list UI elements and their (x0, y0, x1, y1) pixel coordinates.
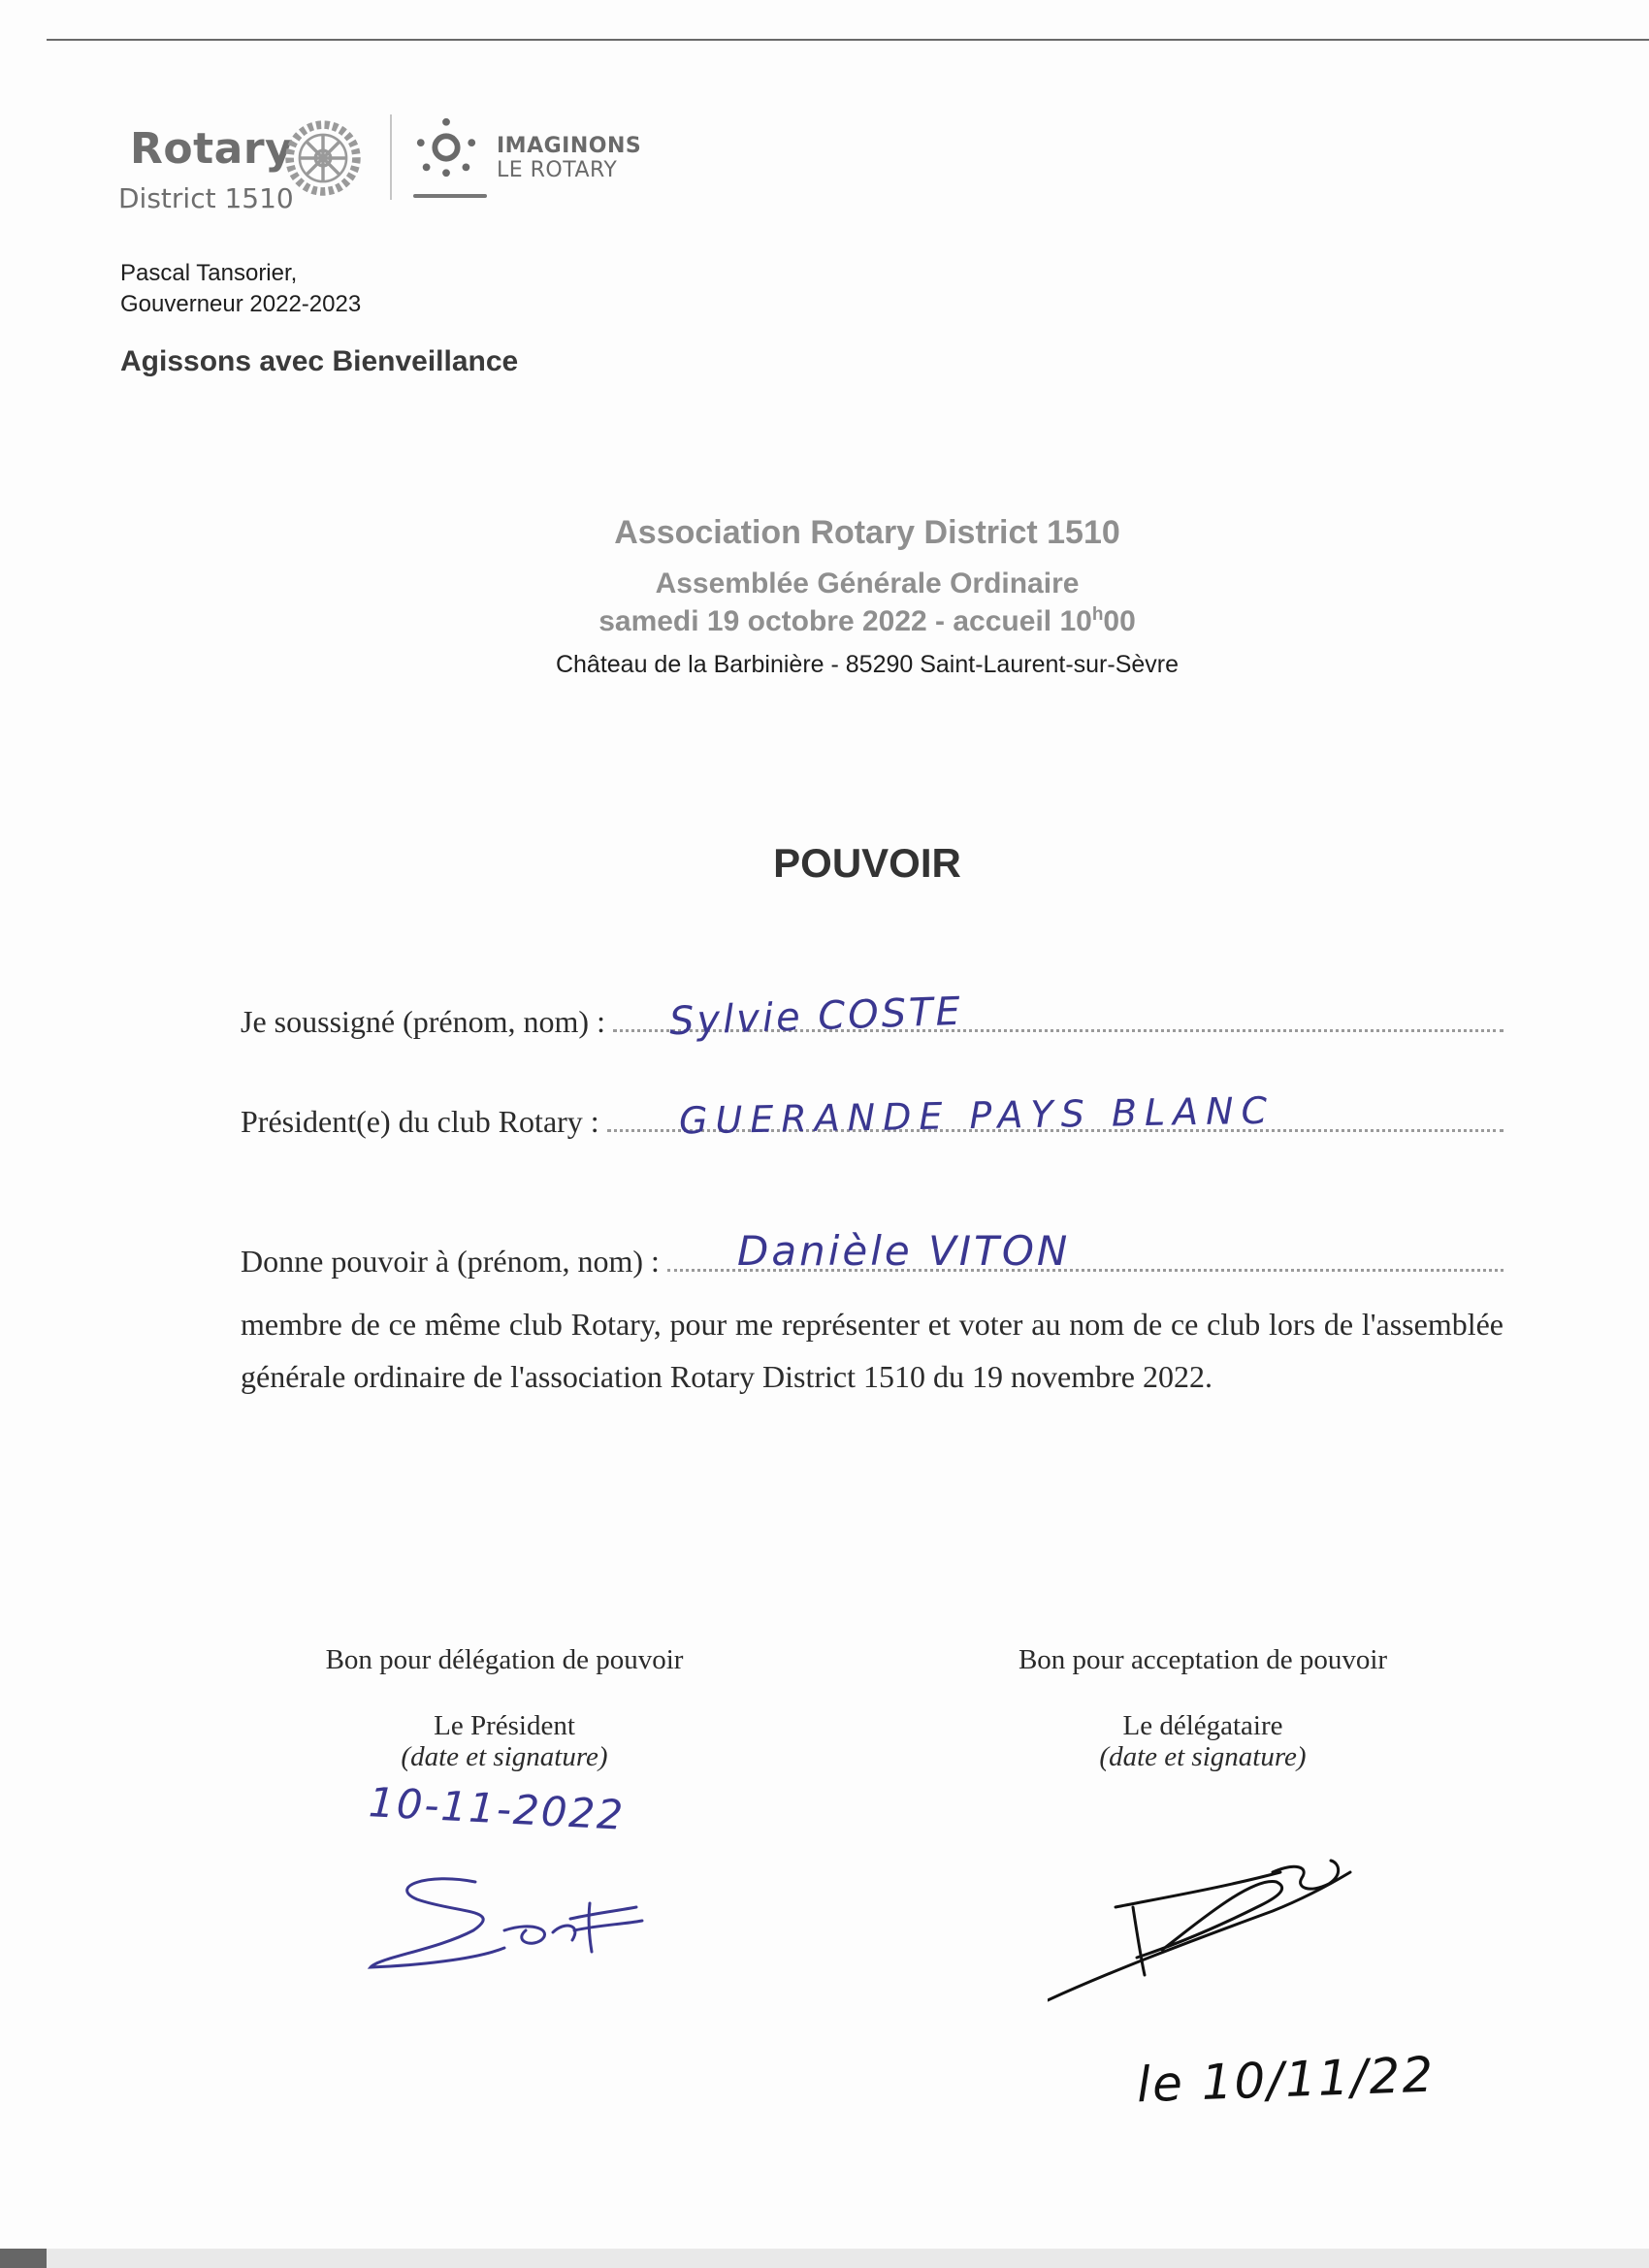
motto: Agissons avec Bienveillance (120, 345, 519, 377)
right-signature-role: Le délégataire (1122, 1710, 1283, 1741)
soussigne-handwritten-value: Sylvie COSTE (668, 988, 964, 1045)
donne-handwritten-value: Danièle VITON (737, 1227, 1071, 1275)
bottom-scan-corner (0, 2249, 47, 2268)
right-handwritten-date: le 10/11/22 (1136, 2046, 1437, 2114)
donne-label: Donne pouvoir à (prénom, nom) : (241, 1244, 660, 1279)
right-signature-heading: Bon pour acceptation de pouvoir (1018, 1644, 1388, 1675)
imaginons-underline (413, 194, 487, 198)
event-date (0, 604, 1649, 638)
imaginons-line2: LE ROTARY (497, 158, 618, 182)
left-signature-note: (date et signature) (401, 1741, 608, 1772)
bottom-scan-edge (0, 2249, 1649, 2268)
governor-role: Gouverneur 2022-2023 (120, 291, 362, 317)
left-signature-role: Le Président (434, 1710, 575, 1741)
logo-divider (390, 114, 392, 200)
rotary-logo-text: Rotary (130, 124, 294, 174)
event-location: Château de la Barbinière - 85290 Saint-Laurent-sur-Sèvre (555, 651, 1180, 678)
president-handwritten-value: GUERANDE PAYS BLANC (678, 1088, 1276, 1143)
document-title: POUVOIR (773, 840, 961, 886)
left-handwritten-date: 10-11-2022 (367, 1778, 627, 1839)
right-signature-note: (date et signature) (1099, 1741, 1307, 1772)
delegate-signature (1048, 1843, 1416, 2018)
imaginons-line1: IMAGINONS (497, 134, 642, 158)
president-signature (359, 1843, 747, 1989)
imaginons-dots-icon (413, 114, 479, 180)
event-date-text: samedi 19 octobre 2022 - accueil 10 (598, 605, 1092, 637)
left-signature-heading: Bon pour délégation de pouvoir (325, 1644, 684, 1675)
body-paragraph: membre de ce même club Rotary, pour me représenter et voter au nom de ce club lors de l'assemblée générale ordinaire de l'association Rotary District 1510 du 19 novembre 2022. (241, 1307, 1504, 1394)
event-time-sup: h (1091, 604, 1104, 625)
president-label: Président(e) du club Rotary : (241, 1104, 599, 1139)
assembly-title: Assemblée Générale Ordinaire (655, 567, 1080, 599)
district-logo-text: District 1510 (118, 182, 294, 214)
rotary-wheel-icon (281, 116, 365, 200)
soussigne-label: Je soussigné (prénom, nom) : (241, 1004, 605, 1039)
association-name: Association Rotary District 1510 (614, 514, 1120, 551)
top-rule (47, 39, 1649, 41)
event-time-end: 00 (1103, 605, 1136, 637)
governor-name: Pascal Tansorier, (120, 260, 298, 286)
